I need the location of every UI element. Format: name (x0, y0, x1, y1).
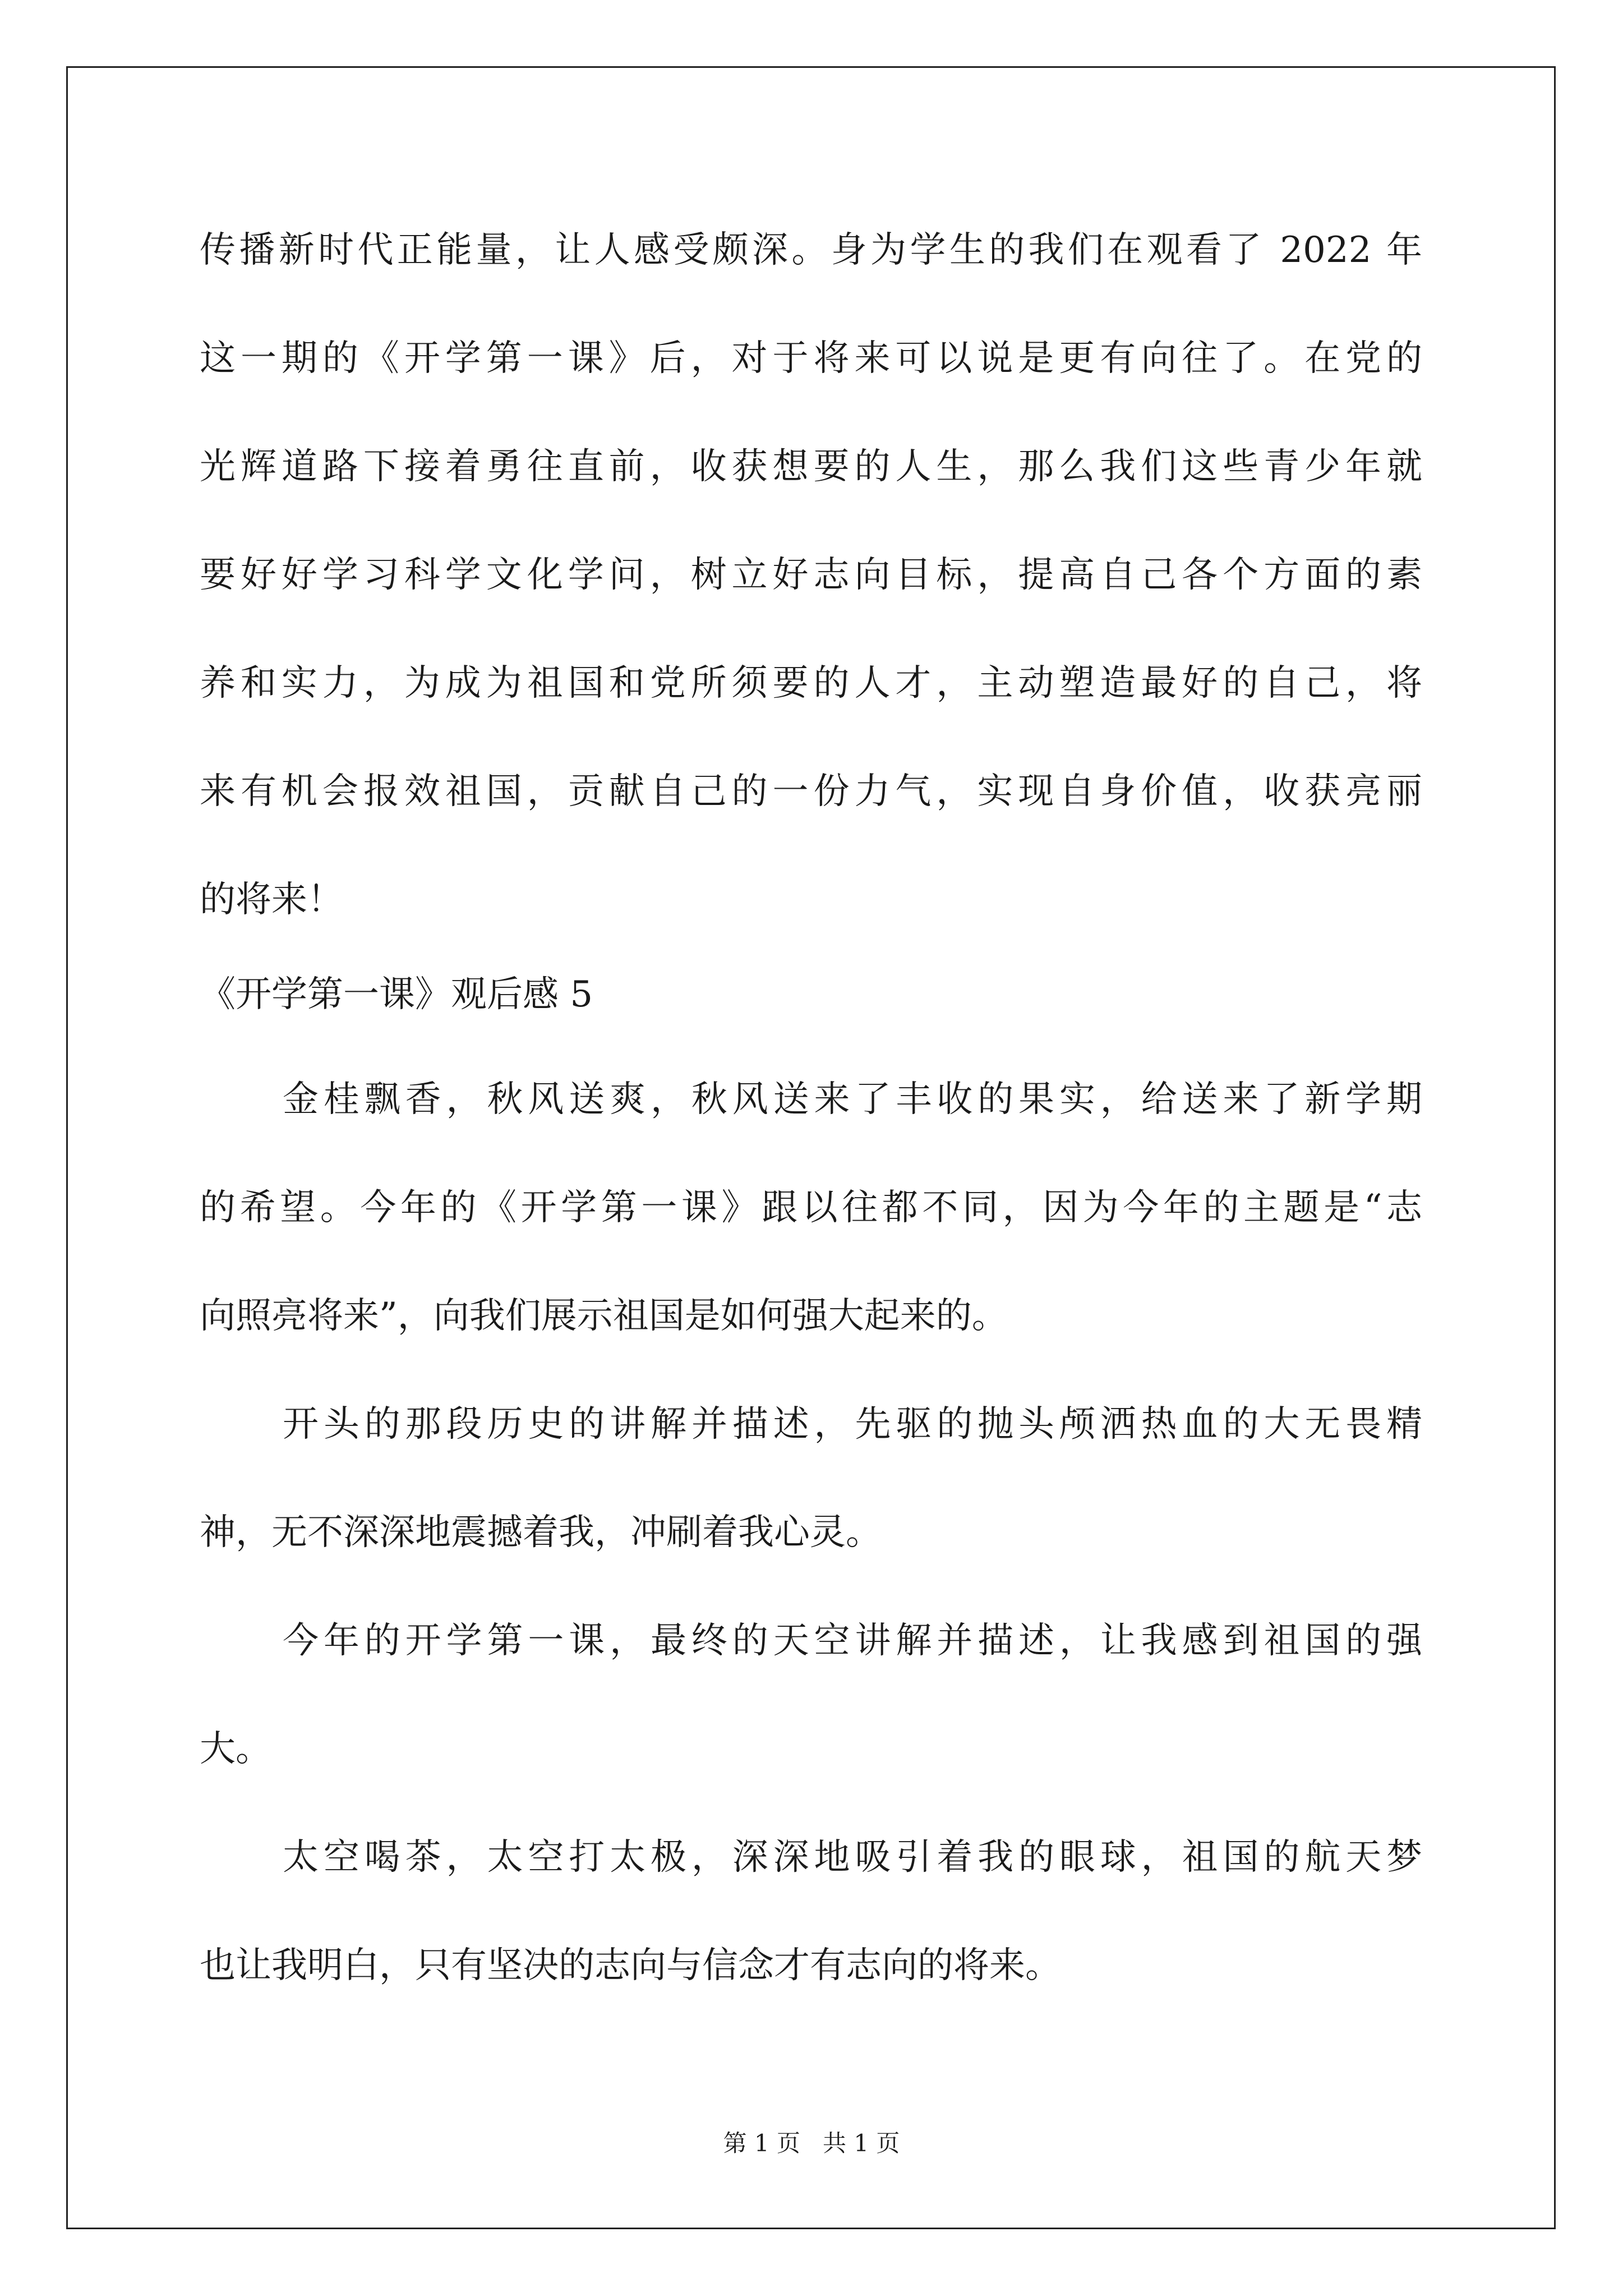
paragraph-line: 金桂飘香，秋风送爽，秋风送来了丰收的果实，给送来了新学期 (283, 1079, 1422, 1120)
paragraph-line: 向照亮将来”，向我们展示祖国是如何强大起来的。 (200, 1295, 1008, 1337)
paragraph-line: 光辉道路下接着勇往直前，收获想要的人生，那么我们这些青少年就 (200, 446, 1422, 487)
paragraph-line: 开头的那段历史的讲解并描述，先驱的抛头颅洒热血的大无畏精 (283, 1404, 1422, 1445)
page-footer (0, 2129, 1623, 2157)
paragraph-line: 太空喝茶，太空打太极，深深地吸引着我的眼球，祖国的航天梦 (283, 1837, 1422, 1878)
paragraph-line: 也让我明白，只有坚决的志向与信念才有志向的将来。 (200, 1945, 1061, 1986)
paragraph-line: 的将来！ (200, 879, 343, 921)
paragraph-line: 传播新时代正能量，让人感受颇深。身为学生的我们在观看了 2022 年 (200, 229, 1422, 271)
section-heading: 《开学第一课》观后感 5 (200, 974, 593, 1015)
page-border (66, 66, 1556, 2229)
paragraph-line: 这一期的《开学第一课》后，对于将来可以说是更有向往了。在党的 (200, 338, 1422, 379)
paragraph-line: 的希望。今年的《开学第一课》跟以往都不同，因为今年的主题是“志 (200, 1187, 1422, 1228)
paragraph-line: 要好好学习科学文化学问，树立好志向目标，提高自己各个方面的素 (200, 554, 1422, 596)
paragraph-line: 来有机会报效祖国，贡献自己的一份力气，实现自身价值，收获亮丽 (200, 771, 1422, 812)
paragraph-line: 养和实力，为成为祖国和党所须要的人才，主动塑造最好的自己，将 (200, 662, 1422, 704)
paragraph-line: 今年的开学第一课，最终的天空讲解并描述，让我感到祖国的强 (283, 1620, 1422, 1662)
paragraph-line: 神，无不深深地震撼着我，冲刷着我心灵。 (200, 1512, 882, 1553)
page-total: 共 1 页 (823, 2129, 900, 2157)
paragraph-line: 大。 (200, 1728, 271, 1770)
page-number: 第 1 页 (723, 2129, 800, 2157)
